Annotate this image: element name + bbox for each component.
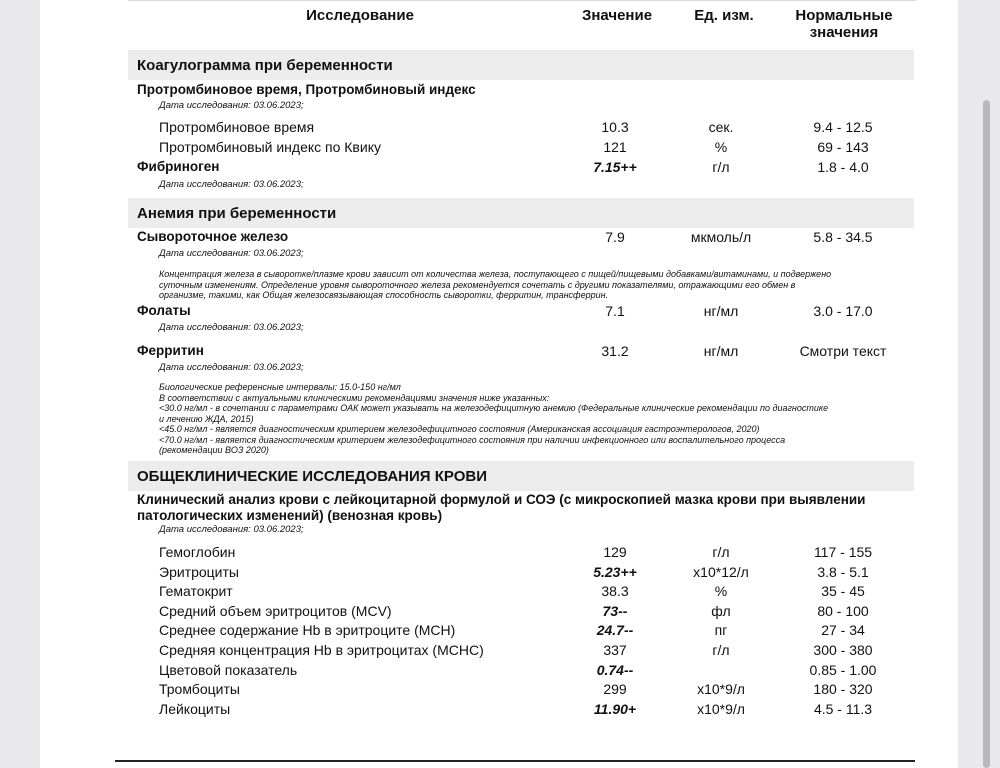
result-unit: г/л bbox=[712, 544, 730, 560]
result-reference: 27 - 34 bbox=[821, 622, 865, 638]
result-name: Лейкоциты bbox=[159, 701, 231, 717]
result-row bbox=[0, 602, 1000, 620]
result-value: 129 bbox=[603, 544, 627, 560]
section-anemia bbox=[128, 198, 914, 228]
result-unit: % bbox=[714, 139, 728, 155]
result-name: Протромбиновое время bbox=[159, 119, 315, 135]
result-reference: 35 - 45 bbox=[821, 583, 865, 599]
result-value-flagged: 7.15++ bbox=[593, 159, 637, 175]
result-name: Эритроциты bbox=[159, 564, 239, 580]
result-name: Среднее содержание Hb в эритроците (MCH) bbox=[159, 622, 456, 638]
result-unit: нг/мл bbox=[703, 303, 739, 319]
test-date: Дата исследования: 03.06.2023; bbox=[159, 322, 304, 333]
result-value-flagged: 24.7-- bbox=[596, 622, 634, 638]
result-row-folate bbox=[0, 302, 1000, 320]
result-row bbox=[0, 543, 1000, 561]
result-unit: мкмоль/л bbox=[690, 229, 752, 245]
comment-line: Биологические референсные интервалы: 15.0-150 нг/мл bbox=[159, 382, 401, 392]
bottom-divider bbox=[115, 760, 915, 762]
comment-line: (рекомендации ВОЗ 2020) bbox=[159, 445, 269, 455]
test-group-prothrombin: Протромбиновое время, Протромбиновый индекс bbox=[137, 82, 476, 97]
comment-line: организме, такими, как Общая железосвязывающая способность сыворотки, ферритин, трансферрин. bbox=[159, 290, 609, 300]
result-reference: 1.8 - 4.0 bbox=[817, 159, 869, 175]
result-name: Цветовой показатель bbox=[159, 662, 298, 678]
result-name: Фибриноген bbox=[137, 159, 220, 174]
result-row bbox=[0, 621, 1000, 639]
result-row bbox=[0, 582, 1000, 600]
result-value: 299 bbox=[603, 681, 627, 697]
test-group-title-line1: Клинический анализ крови с лейкоцитарной формулой и СОЭ (с микроскопией мазка крови при выявлении bbox=[137, 492, 866, 507]
result-row bbox=[0, 680, 1000, 698]
ferritin-comment bbox=[159, 382, 919, 456]
comment-line: и лечению ЖДА, 2015) bbox=[159, 413, 254, 424]
section-title: Коагулограмма при беременности bbox=[137, 57, 393, 74]
column-header-reference bbox=[774, 7, 914, 41]
column-header-test: Исследование bbox=[306, 7, 414, 24]
result-row-ferritin bbox=[0, 342, 1000, 360]
test-group-title-line2: патологических изменений) (венозная кровь) bbox=[137, 508, 443, 523]
result-value: 38.3 bbox=[601, 583, 629, 599]
result-value: 10.3 bbox=[601, 119, 629, 135]
result-reference: 3.8 - 5.1 bbox=[817, 564, 869, 580]
result-name: Ферритин bbox=[137, 343, 204, 358]
comment-line: В соответствии с актуальными клиническими рекомендациями значения ниже указанных: bbox=[159, 392, 550, 403]
result-value: 31.2 bbox=[601, 343, 629, 359]
result-row bbox=[0, 563, 1000, 581]
column-header-reference-line1: Нормальные bbox=[795, 7, 893, 24]
result-unit: пг bbox=[714, 622, 728, 638]
result-reference: 9.4 - 12.5 bbox=[813, 119, 873, 135]
column-header-unit: Ед. изм. bbox=[694, 7, 754, 24]
result-reference: 69 - 143 bbox=[817, 139, 869, 155]
result-name: Сывороточное железо bbox=[137, 229, 289, 244]
test-date: Дата исследования: 03.06.2023; bbox=[159, 524, 304, 535]
iron-comment bbox=[159, 269, 919, 301]
column-header-value: Значение bbox=[581, 7, 653, 24]
result-value-flagged: 0.74-- bbox=[596, 662, 634, 678]
section-title: ОБЩЕКЛИНИЧЕСКИЕ ИССЛЕДОВАНИЯ КРОВИ bbox=[137, 468, 487, 485]
result-unit: фл bbox=[711, 603, 731, 619]
column-header-reference-line2: значения bbox=[809, 24, 879, 41]
result-row bbox=[0, 138, 1000, 156]
result-name: Средняя концентрация Hb в эритроцитах (MCHC) bbox=[159, 642, 484, 658]
result-row-serum-iron bbox=[0, 228, 1000, 246]
result-unit: г/л bbox=[712, 642, 730, 658]
comment-line: <30.0 нг/мл - в сочетании с параметрами ОАК может указывать на железодефицитную анемию (Федеральные клинические рекомендации по диагностике bbox=[159, 403, 829, 413]
result-name: Тромбоциты bbox=[159, 681, 240, 697]
result-name: Протромбиновый индекс по Квику bbox=[159, 139, 381, 155]
top-divider bbox=[128, 0, 916, 1]
result-value: 121 bbox=[603, 139, 627, 155]
result-reference: 180 - 320 bbox=[813, 681, 873, 697]
test-date: Дата исследования: 03.06.2023; bbox=[159, 248, 304, 259]
test-group-cbc bbox=[137, 492, 865, 524]
result-name: Гематокрит bbox=[159, 583, 233, 599]
result-row bbox=[0, 118, 1000, 136]
result-reference: 4.5 - 11.3 bbox=[813, 701, 873, 717]
section-title: Анемия при беременности bbox=[137, 205, 337, 222]
result-value-flagged: 73-- bbox=[602, 603, 628, 619]
result-reference: Смотри текст bbox=[799, 343, 887, 359]
test-date: Дата исследования: 03.06.2023; bbox=[159, 100, 304, 111]
result-reference: 0.85 - 1.00 bbox=[809, 662, 877, 678]
result-value: 7.9 bbox=[605, 229, 625, 245]
comment-line: суточным изменениям. Определение уровня сывороточного железа рекомендуется сочетать с другими показателями, отражающими его обмен в bbox=[159, 279, 796, 290]
result-reference: 300 - 380 bbox=[813, 642, 873, 658]
section-coagulogram bbox=[128, 50, 914, 80]
result-reference: 3.0 - 17.0 bbox=[813, 303, 873, 319]
result-value-flagged: 5.23++ bbox=[593, 564, 637, 580]
result-value: 337 bbox=[603, 642, 627, 658]
result-row bbox=[0, 700, 1000, 718]
result-unit: x10*9/л bbox=[697, 681, 745, 697]
comment-line: Концентрация железа в сыворотке/плазме крови зависит от количества железа, поступающего с пищей/пищевыми добавками/витаминами, и подвержено bbox=[159, 269, 832, 279]
result-reference: 5.8 - 34.5 bbox=[813, 229, 873, 245]
result-reference: 117 - 155 bbox=[813, 544, 873, 560]
result-reference: 80 - 100 bbox=[817, 603, 869, 619]
section-general-blood-tests bbox=[128, 461, 914, 491]
result-unit: x10*9/л bbox=[697, 701, 745, 717]
result-row-fibrinogen bbox=[0, 158, 1000, 176]
result-unit: нг/мл bbox=[703, 343, 739, 359]
test-date: Дата исследования: 03.06.2023; bbox=[159, 362, 304, 373]
result-name: Средний объем эритроцитов (MCV) bbox=[159, 603, 392, 619]
result-row bbox=[0, 661, 1000, 679]
result-value: 7.1 bbox=[605, 303, 625, 319]
test-date: Дата исследования: 03.06.2023; bbox=[159, 179, 304, 190]
result-unit: % bbox=[714, 583, 728, 599]
comment-line: <45.0 нг/мл - является диагностическим критерием железодефицитного состояния (Американская ассоциация гастроэнтерологов, 2020) bbox=[159, 424, 760, 434]
result-unit: сек. bbox=[708, 119, 734, 135]
result-unit: x10*12/л bbox=[693, 564, 749, 580]
comment-line: <70.0 нг/мл - является диагностическим критерием железодефицитного состояния при наличии инфекционного или воспалительного процесса bbox=[159, 434, 786, 445]
result-row bbox=[0, 641, 1000, 659]
result-unit: г/л bbox=[712, 159, 730, 175]
result-name: Фолаты bbox=[137, 303, 191, 318]
result-value-flagged: 11.90+ bbox=[593, 701, 637, 717]
result-name: Гемоглобин bbox=[159, 544, 236, 560]
